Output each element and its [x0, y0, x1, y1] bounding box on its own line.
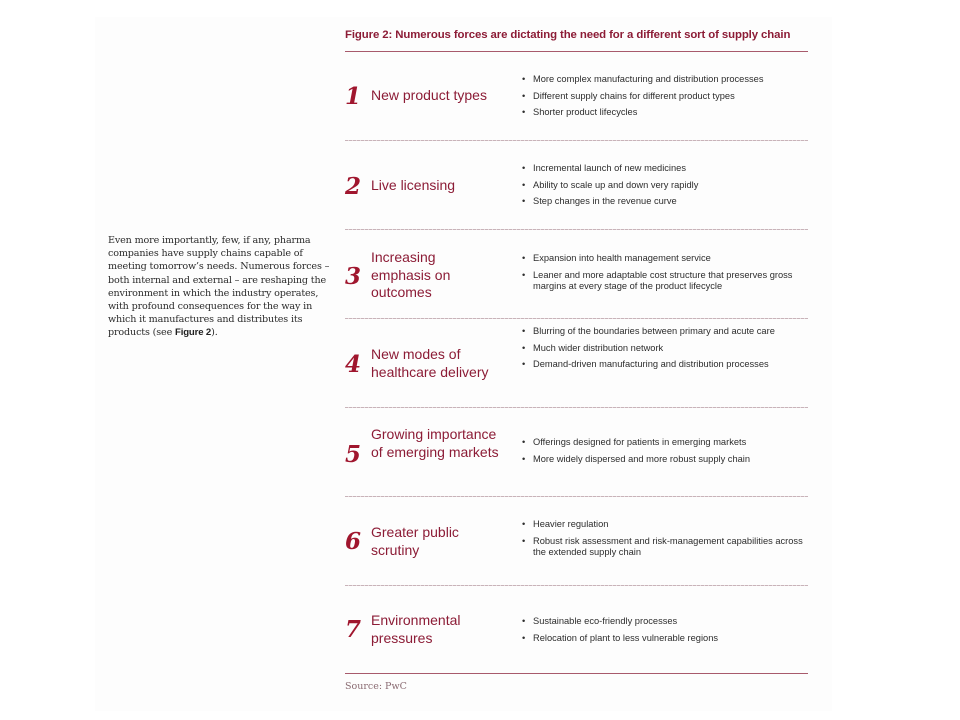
- figure-reference: Figure 2: [175, 327, 212, 339]
- force-row-1: [345, 52, 808, 140]
- force-number: 2: [345, 173, 362, 200]
- force-number: 4: [345, 351, 362, 378]
- bullet-item: • Expansion into health management service: [522, 253, 807, 265]
- force-bullets: [522, 437, 807, 470]
- bullet-item: • Blurring of the boundaries between primary and acute care: [522, 326, 807, 338]
- figure-bottom-divider: [345, 673, 808, 674]
- force-row-6: [345, 497, 808, 585]
- force-label: New product types: [371, 87, 487, 103]
- bullet-item: • Heavier regulation: [522, 519, 807, 531]
- force-label: Greater public scrutiny: [371, 524, 459, 558]
- force-row-4: [345, 319, 808, 407]
- force-bullets: [522, 326, 807, 376]
- force-bullets: [522, 163, 807, 213]
- figure-title: Figure 2: Numerous forces are dictating the need for a different sort of supply chain: [345, 29, 791, 41]
- bullet-item: • Different supply chains for different product types: [522, 91, 807, 103]
- bullet-item: • Step changes in the revenue curve: [522, 196, 807, 208]
- bullet-item: • Demand-driven manufacturing and distribution processes: [522, 359, 807, 371]
- intro-paragraph: [108, 234, 336, 340]
- force-number: 7: [345, 616, 362, 643]
- force-bullets: [522, 616, 807, 649]
- bullet-item: • Robust risk assessment and risk-management capabilities across the extended supply chain: [522, 536, 807, 559]
- bullet-item: • Sustainable eco-friendly processes: [522, 616, 807, 628]
- bullet-item: • Incremental launch of new medicines: [522, 163, 807, 175]
- intro-text: Even more importantly, few, if any, pharma companies have supply chains capable of meeting tomorrow’s needs. Numerous forces – both internal and external – are reshaping the environment in which the industry operates, with profound consequences for the way in which it manufactures and distributes its products (see: [108, 235, 330, 339]
- figure-source: Source: PwC: [345, 681, 407, 692]
- bullet-item: • Ability to scale up and down very rapidly: [522, 180, 807, 192]
- force-number: 5: [345, 441, 362, 468]
- bullet-item: • Offerings designed for patients in emerging markets: [522, 437, 807, 449]
- force-number: 3: [345, 263, 362, 290]
- force-bullets: [522, 519, 807, 564]
- intro-text-end: ).: [211, 327, 218, 339]
- bullet-item: • Much wider distribution network: [522, 343, 807, 355]
- force-bullets: [522, 74, 807, 124]
- force-number: 6: [345, 528, 362, 555]
- force-label: Growing importance of emerging markets: [371, 426, 499, 460]
- bullet-item: • More complex manufacturing and distribution processes: [522, 74, 807, 86]
- force-row-2: [345, 141, 808, 229]
- force-row-7: [345, 586, 808, 672]
- bullet-item: • More widely dispersed and more robust supply chain: [522, 454, 807, 466]
- force-label: New modes of healthcare delivery: [371, 346, 489, 380]
- bullet-item: • Relocation of plant to less vulnerable regions: [522, 633, 807, 645]
- force-label: Live licensing: [371, 177, 456, 193]
- bullet-item: • Leaner and more adaptable cost structure that preserves gross margins at every stage of the product lifecycle: [522, 270, 807, 293]
- force-number: 1: [345, 83, 362, 110]
- force-row-5: [345, 408, 808, 496]
- force-label: Increasing emphasis on outcomes: [371, 249, 451, 300]
- force-row-3: [345, 230, 808, 318]
- force-label: Environmental pressures: [371, 612, 461, 646]
- force-bullets: [522, 253, 807, 298]
- bullet-item: • Shorter product lifecycles: [522, 107, 807, 119]
